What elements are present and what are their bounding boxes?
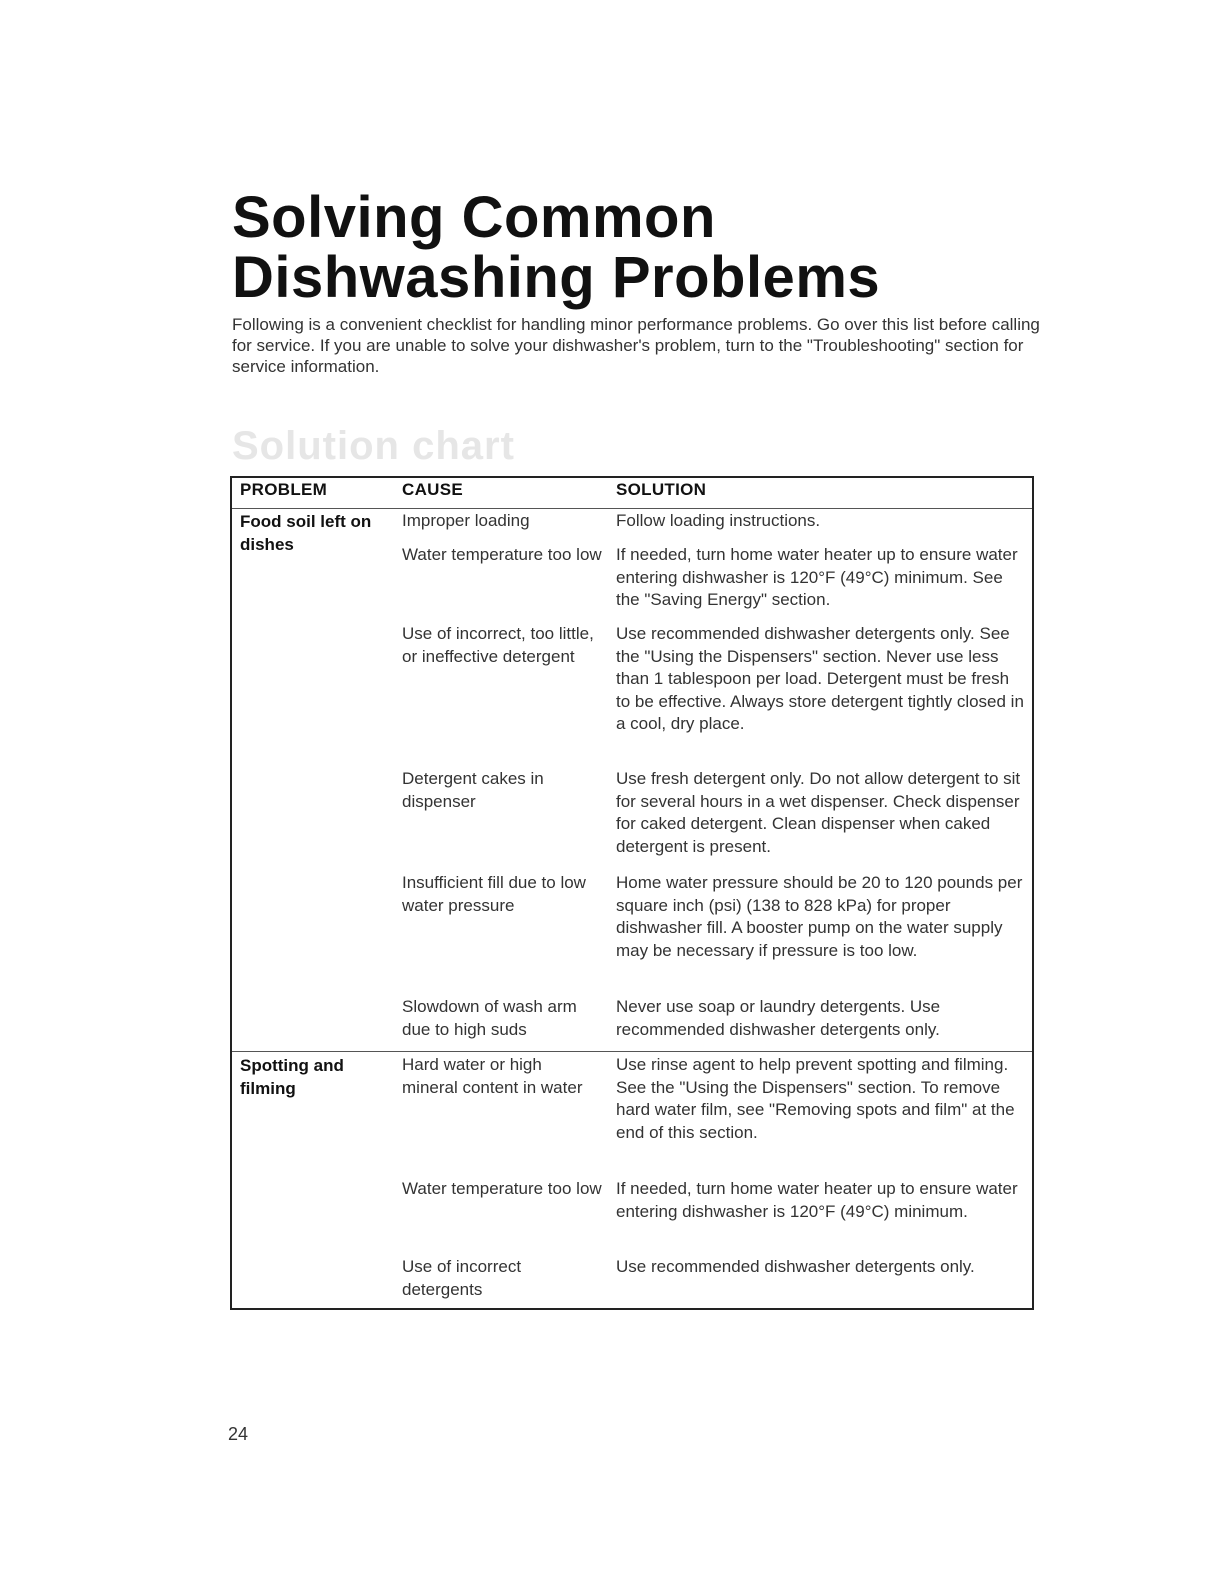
cause-cell: Detergent cakes in dispenser <box>402 769 544 811</box>
problem-label: Spotting and filming <box>240 1056 344 1098</box>
solution-chart-heading: Solution chart <box>232 424 515 468</box>
page-number: 24 <box>228 1424 249 1444</box>
cause-cell: Water temperature too low <box>402 545 602 564</box>
header-solution: SOLUTION <box>616 480 707 499</box>
cause-cell: Insufficient fill due to low water pressure <box>402 873 586 915</box>
cause-cell: Use of incorrect, too little, or ineffective detergent <box>402 624 594 666</box>
solution-cell: Home water pressure should be 20 to 120 pounds per square inch (psi) (138 to 828 kPa) for proper dishwasher fill. A booster pump on the water supply may be necessary if pressure is too low. <box>616 873 1023 960</box>
cause-cell: Improper loading <box>402 511 530 530</box>
cause-cell: Hard water or high mineral content in water <box>402 1055 583 1097</box>
solution-cell: Use recommended dishwasher detergents only. <box>616 1257 975 1276</box>
table-header-row <box>232 478 1032 509</box>
cause-cell: Water temperature too low <box>402 1179 602 1198</box>
page-title-line-1: Solving Common <box>232 185 716 250</box>
cause-cell: Use of incorrect detergents <box>402 1257 522 1299</box>
solution-cell: Follow loading instructions. <box>616 511 821 530</box>
solution-cell: If needed, turn home water heater up to ensure water entering dishwasher is 120°F (49°C) minimum. See the "Saving Energy" section. <box>616 545 1018 609</box>
problem-group-spotting <box>232 1052 1032 1310</box>
solution-cell: Use recommended dishwasher detergents only. See the "Using the Dispensers" section. Never use less than 1 tablespoon per load. Detergent must be fresh to be effective. Always store detergent tightly closed in a cool, dry place. <box>616 624 1024 733</box>
problem-label: Food soil left on dishes <box>240 512 372 554</box>
page-title-line-2: Dishwashing Problems <box>232 245 881 310</box>
cause-cell: Slowdown of wash arm due to high suds <box>402 997 577 1039</box>
solution-cell: Use rinse agent to help prevent spotting and filming. See the "Using the Dispensers" section. To remove hard water film, see "Removing spots and film" at the end of this section. <box>616 1055 1015 1142</box>
solution-cell: If needed, turn home water heater up to ensure water entering dishwasher is 120°F (49°C) minimum. <box>616 1179 1018 1221</box>
intro-paragraph: Following is a convenient checklist for handling minor performance problems. Go over this list before calling for service. If you are unable to solve your dishwasher's problem, turn to the "Troubleshooting" section for service information. <box>232 315 1040 376</box>
page-title <box>232 185 881 310</box>
solution-cell: Never use soap or laundry detergents. Use recommended dishwasher detergents only. <box>616 997 941 1039</box>
solution-chart-table <box>230 476 1034 1310</box>
problem-group-food-soil <box>232 508 1032 1052</box>
header-cause: CAUSE <box>402 480 464 499</box>
header-problem: PROBLEM <box>240 480 328 499</box>
solution-cell: Use fresh detergent only. Do not allow detergent to sit for several hours in a wet dispenser. Check dispenser for caked detergent. Clean dispenser when caked detergent is present. <box>616 769 1021 856</box>
